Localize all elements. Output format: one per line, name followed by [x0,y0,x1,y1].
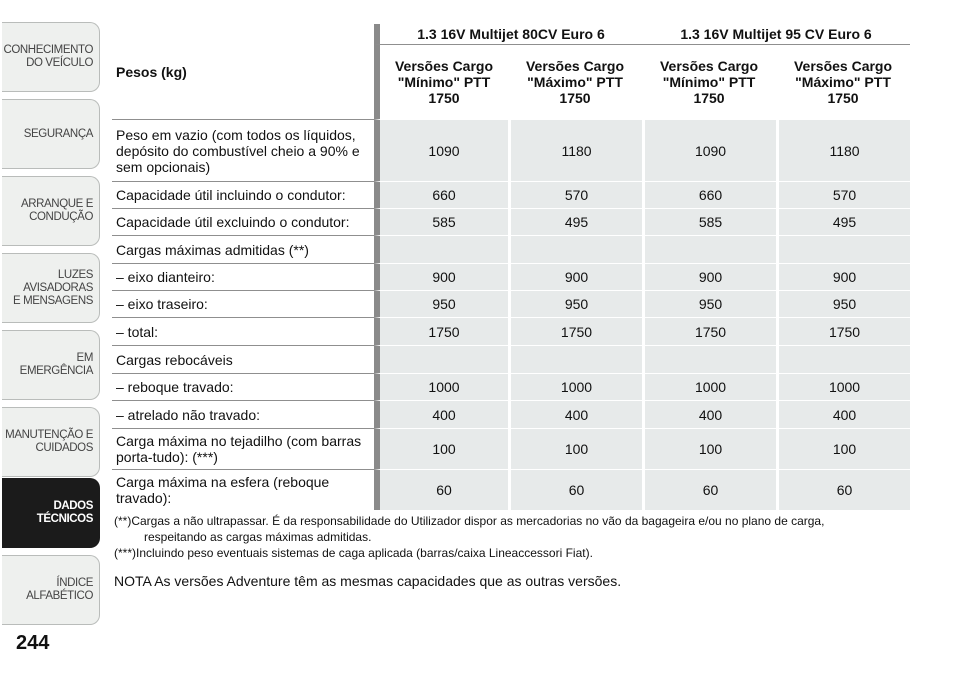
row-value: 950 [776,290,910,317]
table-row [112,428,910,469]
row-value: 950 [642,290,776,317]
engine-header-80cv: 1.3 16V Multijet 80CV Euro 6 [374,24,642,45]
row-value: 1090 [642,119,776,181]
row-value: 660 [374,181,508,208]
row-label: Carga máxima no tejadilho (com barras porta-tudo): (***) [112,428,374,469]
table-row [112,263,910,290]
row-value: 495 [776,208,910,235]
tab-seguranca[interactable]: SEGURANÇA [2,99,100,169]
row-label: Peso em vazio (com todos os líquidos, depósito do combustível cheio a 90% e sem opcionais) [112,119,374,181]
row-value: 60 [374,469,508,510]
row-value [508,345,642,373]
row-value: 900 [508,263,642,290]
row-value: 570 [776,181,910,208]
version-header: Versões Cargo "Máximo" PTT 1750 [793,58,893,106]
row-label: – total: [112,317,374,345]
row-value [776,235,910,263]
row-value: 570 [508,181,642,208]
row-value: 100 [776,428,910,469]
row-value: 1750 [374,317,508,345]
tab-arranque-e-conducao[interactable]: ARRANQUE E CONDUÇÃO [2,176,100,246]
row-label: Cargas rebocáveis [112,345,374,373]
table-row [112,373,910,400]
table-row [112,400,910,428]
row-value [374,345,508,373]
table-row [112,345,910,373]
weights-table [112,24,910,510]
row-value: 495 [508,208,642,235]
table-row [112,469,910,510]
row-value: 1750 [776,317,910,345]
row-value [508,235,642,263]
row-value: 400 [776,400,910,428]
row-value: 900 [776,263,910,290]
version-header: Versões Cargo "Mínimo" PTT 1750 [374,45,508,119]
row-value: 100 [642,428,776,469]
row-value: 950 [374,290,508,317]
row-value: 60 [642,469,776,510]
table-row [112,235,910,263]
row-value: 1000 [776,373,910,400]
row-value: 1090 [374,119,508,181]
row-label: Cargas máximas admitidas (**) [112,235,374,263]
page-number: 244 [16,632,50,654]
tab-manutencao-e-cuidados[interactable]: MANUTENÇÃO E CUIDADOS [2,407,100,477]
row-value: 1180 [508,119,642,181]
nota-adventure: NOTA As versões Adventure têm as mesmas capacidades que as outras versões. [114,573,622,589]
row-value: 400 [374,400,508,428]
tab-dados-tecnicos[interactable]: DADOS TÉCNICOS [2,478,100,548]
row-value: 400 [508,400,642,428]
table-body [112,119,910,510]
tab-indice-alfabetico[interactable]: ÍNDICE ALFABÉTICO [2,555,100,625]
row-value: 900 [642,263,776,290]
row-value [642,235,776,263]
table-title: Pesos (kg) [116,63,187,80]
row-label: Capacidade útil incluindo o condutor: [112,181,374,208]
row-value: 1000 [374,373,508,400]
table-row [112,208,910,235]
row-value: 1750 [508,317,642,345]
table-row [112,317,910,345]
row-label: – eixo traseiro: [112,290,374,317]
row-value: 660 [642,181,776,208]
row-value: 100 [374,428,508,469]
row-value [776,345,910,373]
table-row [112,181,910,208]
row-label: Carga máxima na esfera (reboque travado): [112,469,374,510]
row-label: Capacidade útil excluindo o condutor: [112,208,374,235]
footnote-max-loads: (**)Cargas a não ultrapassar. É da responsabilidade do Utilizador dispor as mercadorias no vão da bagageira e/ou no plano de carga, [114,514,825,528]
tab-conhecimento-do-veiculo[interactable]: CONHECIMENTO DO VEÍCULO [2,22,100,92]
row-value: 585 [374,208,508,235]
row-value: 900 [374,263,508,290]
row-value: 1000 [508,373,642,400]
row-value: 1750 [642,317,776,345]
row-value: 60 [508,469,642,510]
footnotes [114,513,914,589]
tab-luzes-avisadoras[interactable]: LUZES AVISADORAS E MENSAGENS [2,253,100,323]
tab-em-emergencia[interactable]: EM EMERGÊNCIA [2,330,100,400]
table-row [112,119,910,181]
row-value [642,345,776,373]
version-header: Versões Cargo "Mínimo" PTT 1750 [659,58,759,106]
row-value [374,235,508,263]
row-label: – reboque travado: [112,373,374,400]
version-header: Versões Cargo "Máximo" PTT 1750 [525,58,625,106]
row-value: 100 [508,428,642,469]
engine-header-95cv: 1.3 16V Multijet 95 CV Euro 6 [642,24,910,45]
table-row [112,290,910,317]
row-label: – atrelado não travado: [112,400,374,428]
footnote-max-loads-continued: respeitando as cargas máximas admitidas. [144,530,372,544]
row-value: 585 [642,208,776,235]
row-label: – eixo dianteiro: [112,263,374,290]
footnote-roof-load: (***)Incluindo peso eventuais sistemas de caga aplicada (barras/caixa Lineaccessori Fiat). [114,546,593,560]
row-value: 60 [776,469,910,510]
row-value: 950 [508,290,642,317]
row-value: 400 [642,400,776,428]
row-value: 1180 [776,119,910,181]
row-value: 1000 [642,373,776,400]
